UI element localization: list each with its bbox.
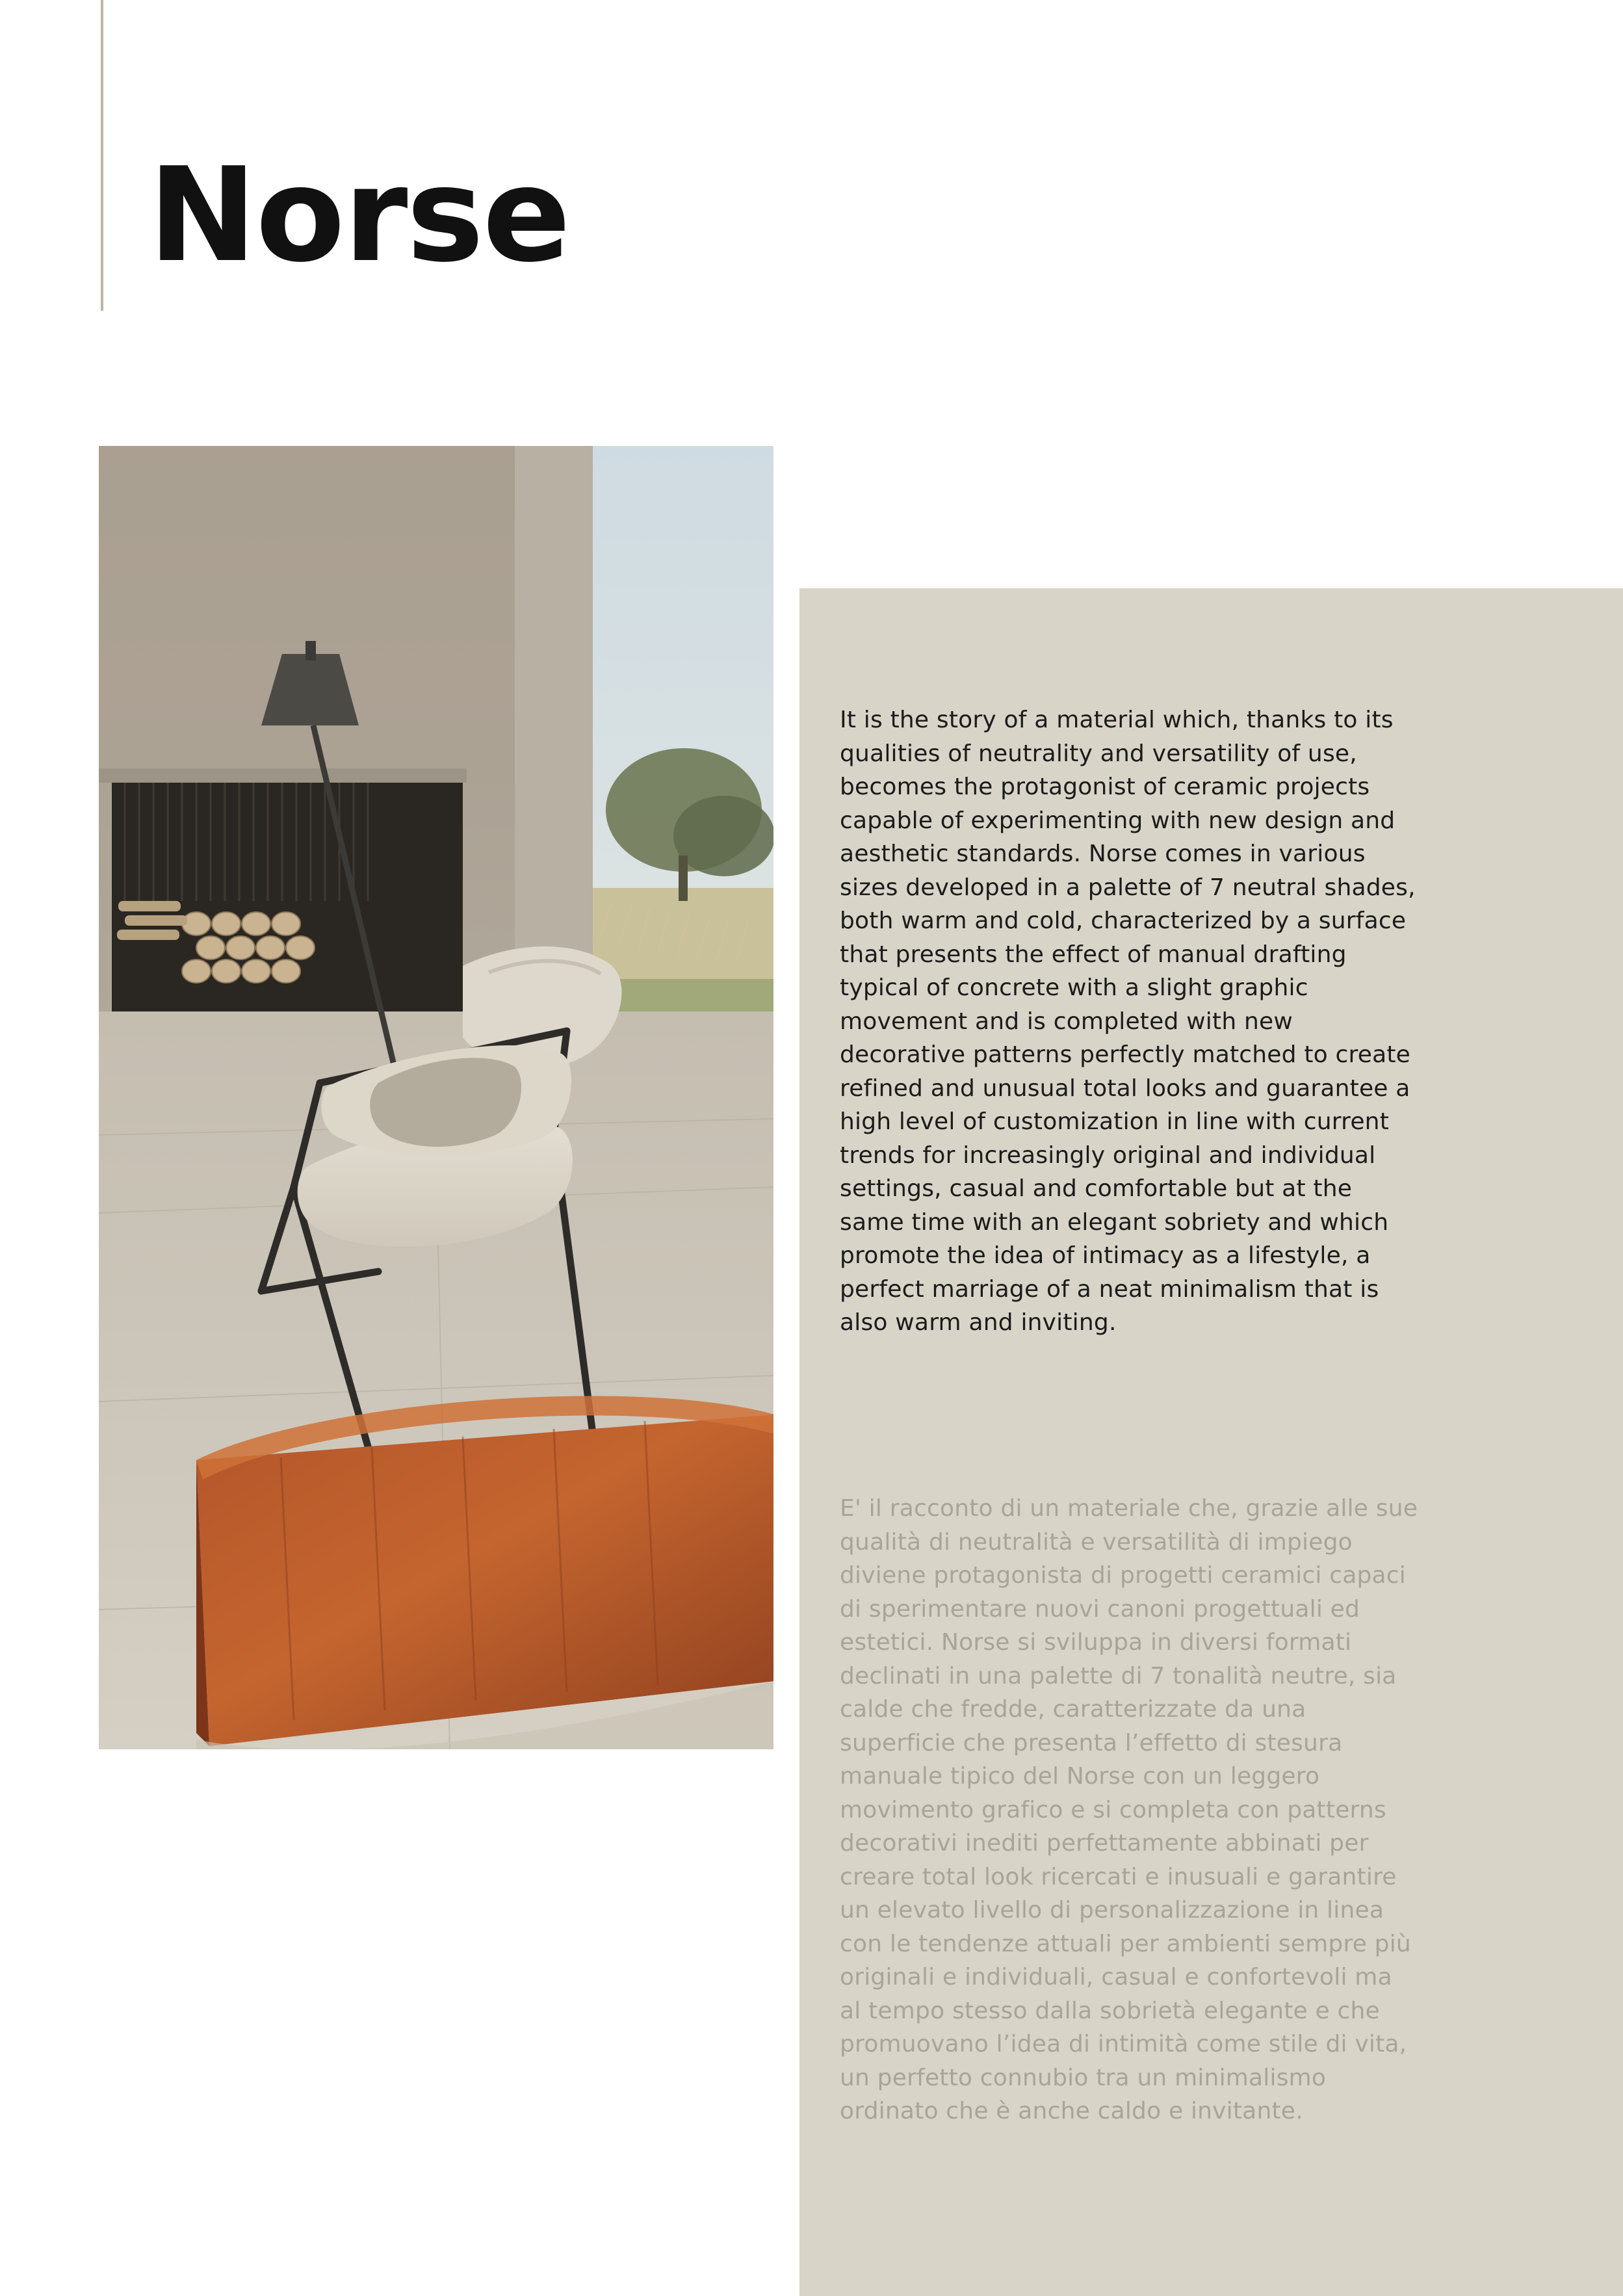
description-english xyxy=(840,703,1418,1340)
title-accent-rule xyxy=(101,0,103,311)
interior-photo-graphic xyxy=(99,446,773,1749)
description-english-text: It is the story of a material which, thanks to its qualities of neutrality and versatility of use, becomes the protagonist of ceramic projects capable of experimenting with new design and aesthetic standards. Norse comes in various sizes developed in a palette of 7 neutral shades, both warm and cold, characterized by a surface that presents the effect of manual drafting typical of concrete with a slight graphic movement and is completed with new decorative patterns perfectly matched to create refined and unusual total looks and guarantee a high level of customization in line with current trends for increasingly original and individual settings, casual and comfortable but at the same time with an elegant sobriety and which promote the idea of intimacy as a lifestyle, a perfect marriage of a neat minimalism that is also warm and inviting. xyxy=(840,707,1416,1336)
description-italian-text: E' il racconto di un materiale che, grazie alle sue qualità di neutralità e versatilità di impiego diviene protagonista di progetti ceramici capaci di sperimentare nuovi canoni progettuali ed estetici. Norse si sviluppa in diversi formati declinati in una palette di 7 tonalità neutre, sia calde che fredde, caratterizzate da una superficie che presenta l’effetto di stesura manuale tipico del Norse con un leggero movimento grafico e si completa con patterns decorativi inediti perfettamente abbinati per creare total look ricercati e inusuali e garantire un elevato livello di personalizzazione in linea con le tendenze attuali per ambienti sempre più originali e individuali, casual e confortevoli ma al tempo stesso dalla sobrietà elegante e che promuovano l’idea di intimità come stile di vita, un perfetto connubio tra un minimalismo ordinato che è anche caldo e invitante. xyxy=(840,1495,1418,2124)
interior-photo xyxy=(99,446,773,1749)
description-italian xyxy=(840,1492,1418,2128)
page-title: Norse xyxy=(148,140,570,291)
